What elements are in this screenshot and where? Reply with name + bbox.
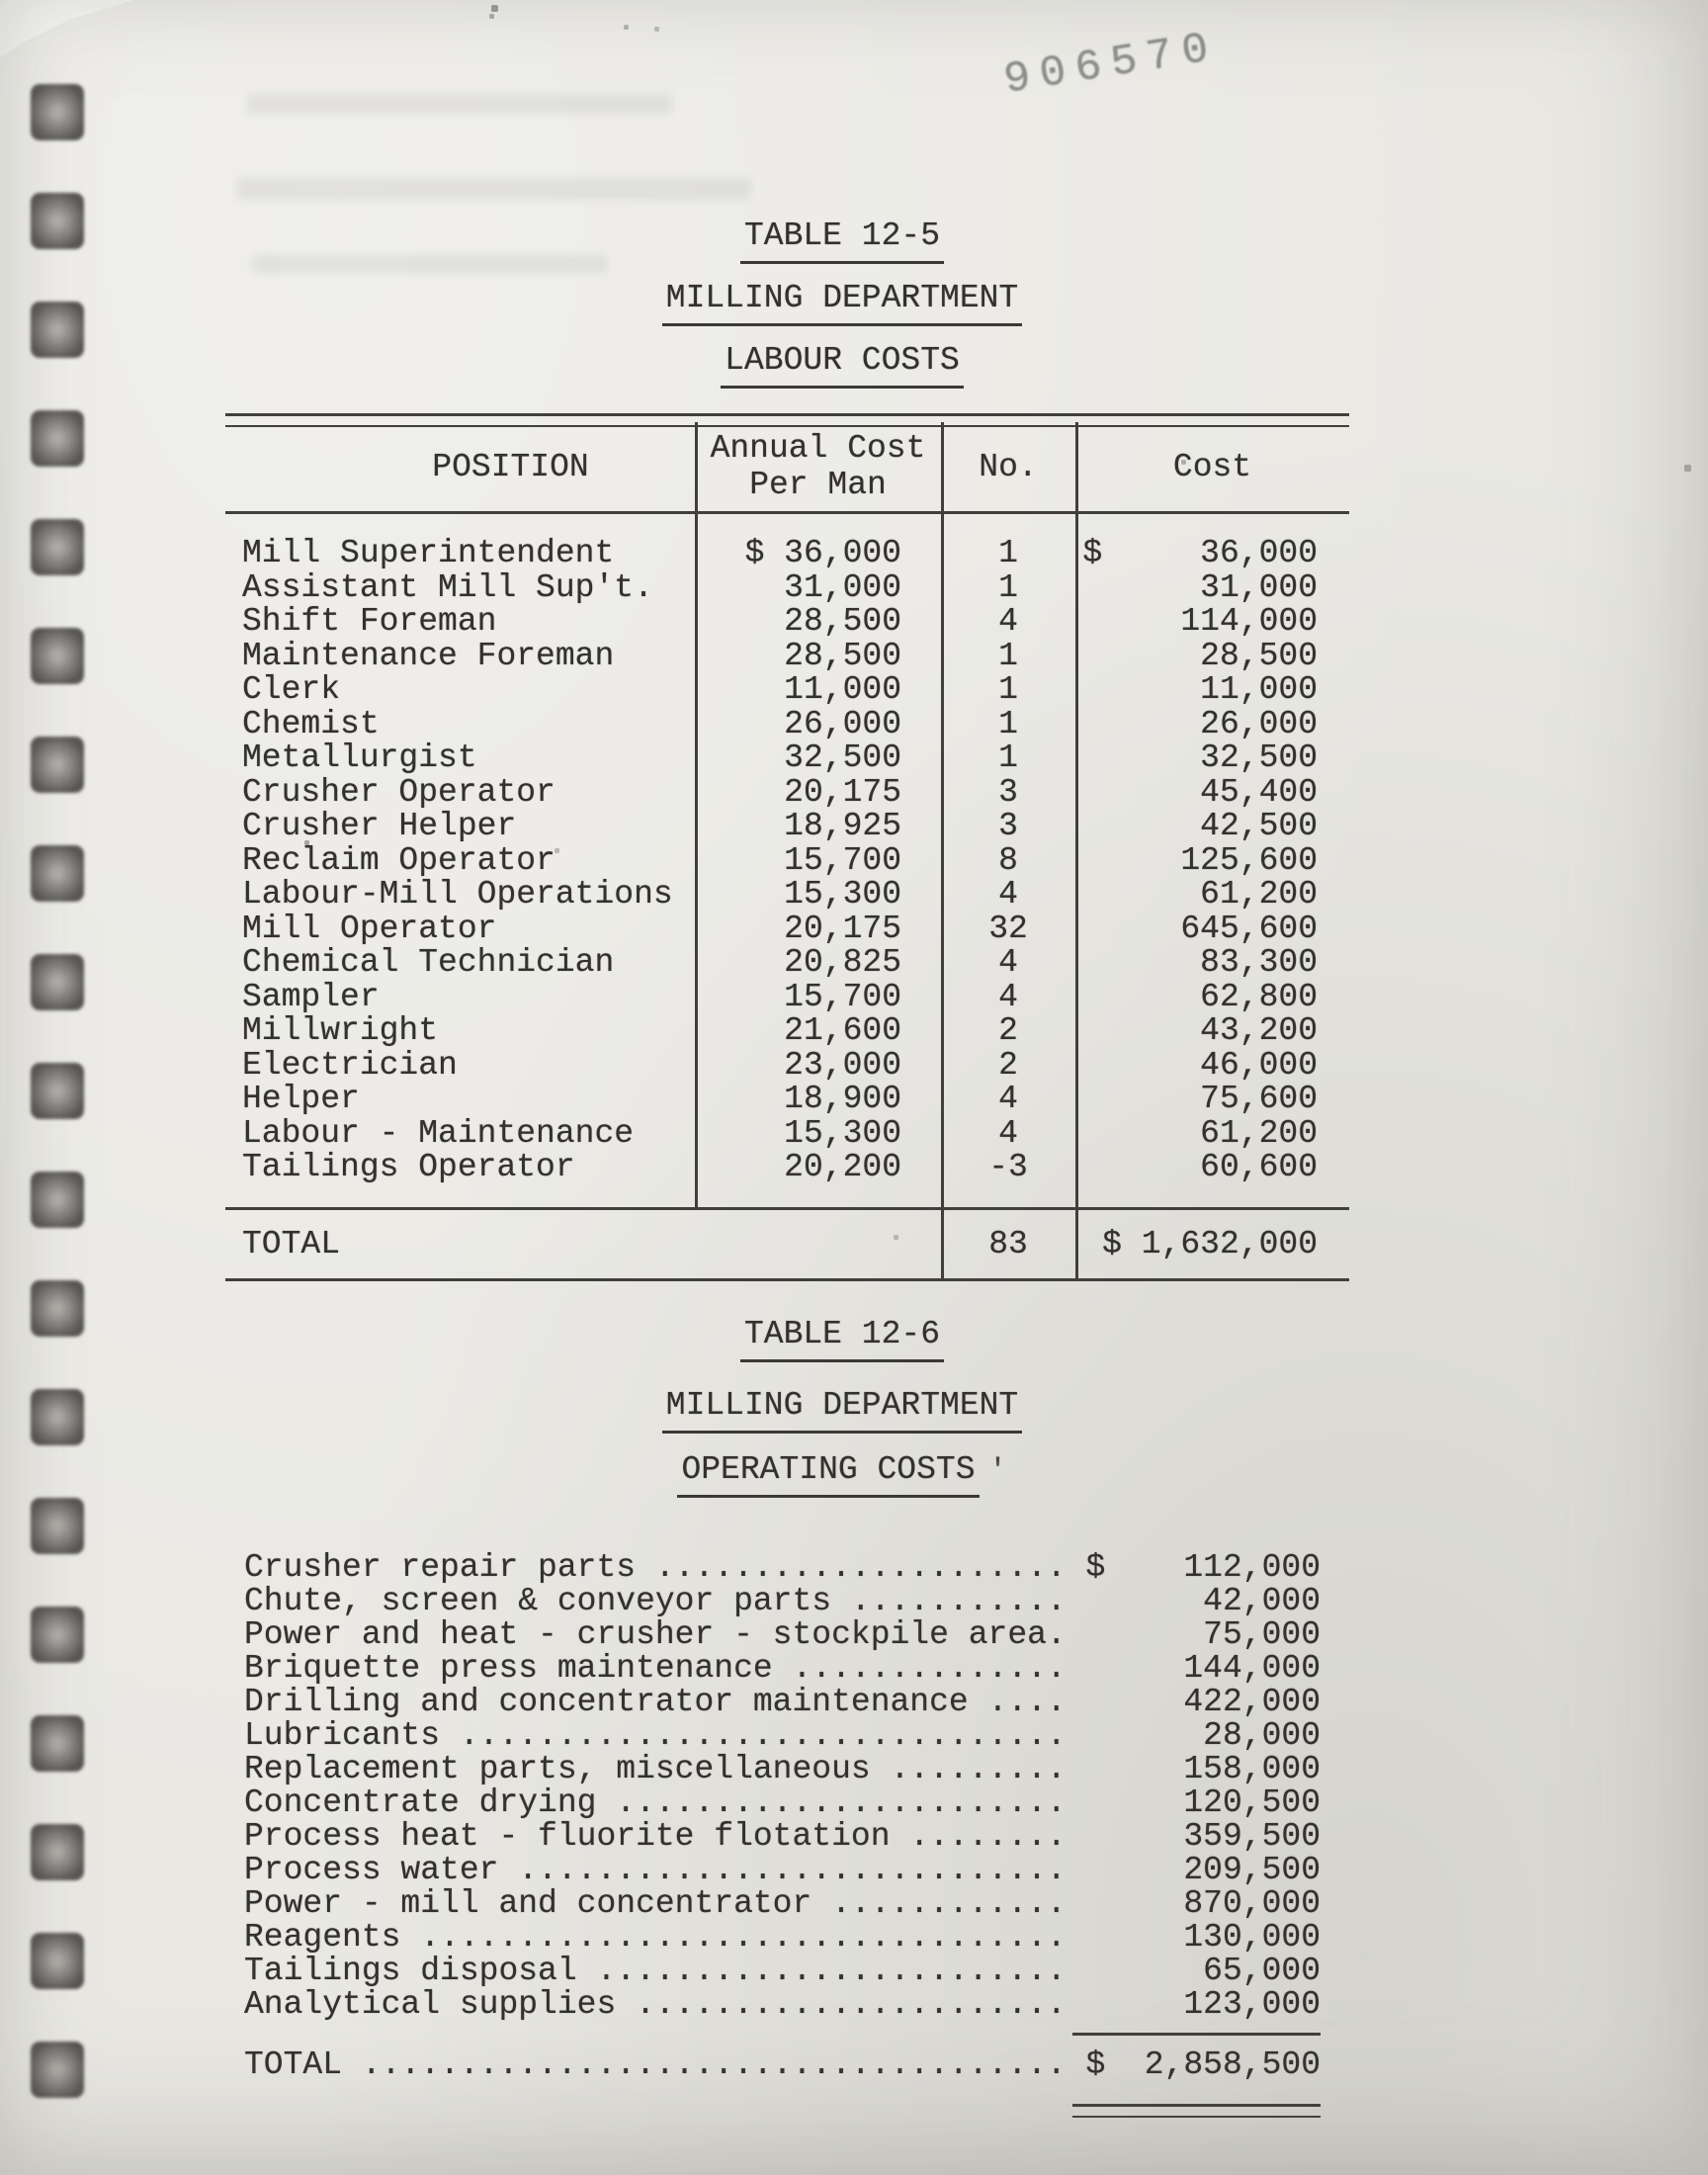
- column-header-no: No.: [979, 448, 1038, 485]
- annual-cost-cell: 15,700: [784, 841, 901, 879]
- list-item: [244, 1886, 1321, 1920]
- no-cell: 2: [998, 1012, 1018, 1049]
- position-cell: Chemical Technician: [242, 944, 615, 981]
- item-label-leader: Lubricants ...............................: [244, 1716, 1067, 1754]
- annual-cost-line2: Per Man: [749, 467, 887, 503]
- table1-title-block: [0, 218, 1684, 264]
- cost-cell: 32,500: [1200, 740, 1318, 776]
- item-label-leader: Concentrate drying .......................: [244, 1784, 1067, 1821]
- item-value: 120,500: [1183, 1784, 1321, 1821]
- table-bottom-rule: [225, 1278, 1349, 1281]
- position-cell: Sampler: [242, 978, 380, 1015]
- no-cell: 1: [998, 671, 1018, 708]
- table-total-row: [225, 1210, 1349, 1278]
- annual-cost-cell: 20,175: [784, 773, 901, 811]
- table-row: [225, 569, 1349, 604]
- annual-cost-cell: 21,600: [784, 1012, 901, 1049]
- table2-section-block: [0, 1451, 1684, 1498]
- item-value: 28,000: [1203, 1716, 1321, 1754]
- list-item: [244, 1987, 1321, 2021]
- bleedthrough-ghost: [237, 178, 751, 200]
- table2-title: TABLE 12-6: [740, 1316, 944, 1362]
- table-row: [225, 1047, 1349, 1082]
- list-item: [244, 1819, 1321, 1853]
- item-label-leader: Reagents .................................: [244, 1918, 1067, 1956]
- annual-cost-cell: 11,000: [784, 671, 901, 708]
- binder-hole-mark: [31, 519, 84, 575]
- bleedthrough-ghost: [247, 94, 672, 114]
- item-label-leader: Power and heat - crusher - stockpile area.: [244, 1615, 1067, 1653]
- cost-cell: 11,000: [1200, 671, 1318, 708]
- table2-subtitle-block: [0, 1387, 1684, 1434]
- table-row: [225, 774, 1349, 809]
- binder-hole-mark: [31, 410, 84, 467]
- stray-apostrophe-mark: ': [988, 1454, 1007, 1488]
- cost-cell: 61,200: [1200, 876, 1318, 913]
- annual-cost-cell: 32,500: [784, 740, 901, 776]
- column-header-cost: Cost: [1172, 448, 1252, 485]
- binder-hole-mark: [31, 1498, 84, 1554]
- list-item: [244, 1651, 1321, 1685]
- binder-hole-mark: [31, 1063, 84, 1119]
- cost-cell: 46,000: [1200, 1046, 1318, 1084]
- table-row: [225, 1149, 1349, 1183]
- total-label: TOTAL: [242, 1226, 341, 1262]
- table1-department-heading: MILLING DEPARTMENT: [662, 280, 1022, 326]
- no-cell: 4: [998, 876, 1018, 913]
- cost-cell: 42,500: [1200, 808, 1318, 844]
- no-cell: 1: [998, 740, 1018, 776]
- no-cell: 4: [998, 944, 1018, 981]
- position-cell: Metallurgist: [242, 740, 477, 776]
- binder-hole-mark: [31, 628, 84, 684]
- item-value: 158,000: [1183, 1750, 1321, 1787]
- table-row: [225, 876, 1349, 911]
- position-cell: Labour-Mill Operations: [242, 876, 673, 913]
- no-cell: 3: [998, 808, 1018, 844]
- list-item: [244, 1853, 1321, 1886]
- operating-costs-list: [244, 1550, 1321, 2124]
- item-label-leader: Power - mill and concentrator ............: [244, 1884, 1067, 1922]
- page-number-stamp: 906570: [1000, 23, 1223, 106]
- cost-cell: 26,000: [1200, 705, 1318, 742]
- no-cell: 1: [998, 568, 1018, 606]
- list-item: [244, 1752, 1321, 1785]
- position-cell: Crusher Operator: [242, 773, 555, 811]
- labour-costs-table: [225, 413, 1349, 1281]
- table-row: [225, 842, 1349, 877]
- list-item: [244, 1550, 1321, 1584]
- list-item: [244, 1718, 1321, 1752]
- table2-title-block: [0, 1316, 1684, 1362]
- item-label-leader: Process water ............................: [244, 1851, 1067, 1888]
- item-label-leader: Tailings disposal ........................: [244, 1952, 1067, 1989]
- total-dollar-sign: $: [1085, 2045, 1106, 2083]
- table1-title: TABLE 12-5: [740, 218, 944, 264]
- cost-cell: 125,600: [1180, 841, 1318, 879]
- no-cell: 4: [998, 1081, 1018, 1117]
- cost-cell: 28,500: [1200, 637, 1318, 674]
- item-label-leader: Crusher repair parts .....................: [244, 1548, 1067, 1586]
- no-cell: 32: [988, 910, 1028, 947]
- item-label-leader: Process heat - fluorite flotation ........: [244, 1817, 1067, 1855]
- column-header-annual-cost: [695, 430, 941, 503]
- item-value: 870,000: [1183, 1884, 1321, 1922]
- item-label-leader: Drilling and concentrator maintenance ....: [244, 1683, 1067, 1720]
- operating-costs-total-row: [244, 2044, 1321, 2084]
- binder-hole-mark: [31, 1824, 84, 1880]
- cost-cell: 75,600: [1200, 1081, 1318, 1117]
- no-cell: 1: [998, 705, 1018, 742]
- list-item: [244, 1584, 1321, 1617]
- table-row: [225, 944, 1349, 979]
- position-cell: Assistant Mill Sup't.: [242, 568, 653, 606]
- list-item: [244, 1685, 1321, 1718]
- cost-cell: 45,400: [1200, 773, 1318, 811]
- annual-cost-line1: Annual Cost: [710, 430, 926, 467]
- binder-holes-column: [0, 0, 119, 2175]
- binder-hole-mark: [31, 1172, 84, 1228]
- position-cell: Labour - Maintenance: [242, 1114, 635, 1152]
- no-cell: 8: [998, 841, 1018, 879]
- cost-cell: 31,000: [1200, 568, 1318, 606]
- annual-cost-cell: 15,300: [784, 876, 901, 913]
- cost-cell: $ 36,000: [1082, 535, 1318, 571]
- table-row: [225, 911, 1349, 945]
- binder-hole-mark: [31, 1715, 84, 1772]
- annual-cost-cell: 15,700: [784, 978, 901, 1015]
- list-item: [244, 1954, 1321, 1987]
- table-body: [225, 514, 1349, 1183]
- annual-cost-cell: 18,925: [784, 808, 901, 844]
- annual-cost-cell: 28,500: [784, 637, 901, 674]
- item-value: 359,500: [1183, 1817, 1321, 1855]
- binder-hole-mark: [31, 1933, 84, 1989]
- table-row: [225, 740, 1349, 774]
- item-value: 422,000: [1183, 1683, 1321, 1720]
- position-cell: Chemist: [242, 705, 380, 742]
- table-row: [225, 638, 1349, 672]
- total-cost-cell: $ 1,632,000: [1102, 1226, 1318, 1262]
- position-cell: Tailings Operator: [242, 1149, 575, 1185]
- annual-cost-cell: 20,825: [784, 944, 901, 981]
- total-no-cell: 83: [988, 1226, 1028, 1262]
- binder-hole-mark: [31, 2042, 84, 2098]
- annual-cost-cell: 20,175: [784, 910, 901, 947]
- item-label-leader: Replacement parts, miscellaneous .........: [244, 1750, 1067, 1787]
- column-header-position: POSITION: [432, 448, 589, 485]
- list-item: [244, 1785, 1321, 1819]
- table-row: [225, 1012, 1349, 1047]
- binder-hole-mark: [31, 1607, 84, 1663]
- table-header-row: [225, 422, 1349, 511]
- table1-section-block: [0, 342, 1684, 389]
- item-value: 42,000: [1203, 1582, 1321, 1619]
- item-label-leader: Chute, screen & conveyor parts ...........: [244, 1582, 1067, 1619]
- no-cell: 2: [998, 1046, 1018, 1084]
- position-cell: Millwright: [242, 1012, 439, 1049]
- binder-hole-mark: [31, 737, 84, 793]
- no-cell: -3: [988, 1149, 1028, 1185]
- total-value: 2,858,500: [1144, 2045, 1321, 2083]
- item-value: 65,000: [1203, 1952, 1321, 1989]
- position-cell: Maintenance Foreman: [242, 637, 615, 674]
- table-row: [225, 671, 1349, 706]
- cost-cell: 83,300: [1200, 944, 1318, 981]
- item-value: 112,000: [1183, 1548, 1321, 1586]
- position-cell: Electrician: [242, 1046, 458, 1084]
- item-label-leader: Briquette press maintenance ..............: [244, 1649, 1067, 1687]
- annual-cost-cell: 20,200: [784, 1149, 901, 1185]
- no-cell: 4: [998, 603, 1018, 640]
- item-value: 75,000: [1203, 1615, 1321, 1653]
- table-row: [225, 808, 1349, 842]
- no-cell: 1: [998, 637, 1018, 674]
- annual-cost-cell: $ 36,000: [744, 535, 901, 571]
- no-cell: 4: [998, 1114, 1018, 1152]
- no-cell: 3: [998, 773, 1018, 811]
- table-row: [225, 1115, 1349, 1150]
- table-row: [225, 603, 1349, 638]
- cost-cell: 43,200: [1200, 1012, 1318, 1049]
- list-item: [244, 1617, 1321, 1651]
- annual-cost-cell: 31,000: [784, 568, 901, 606]
- annual-cost-cell: 26,000: [784, 705, 901, 742]
- item-value: 144,000: [1183, 1649, 1321, 1687]
- table1-section-heading: LABOUR COSTS: [721, 342, 964, 389]
- position-cell: Shift Foreman: [242, 603, 497, 640]
- annual-cost-cell: 23,000: [784, 1046, 901, 1084]
- cost-cell: 62,800: [1200, 978, 1318, 1015]
- position-cell: Mill Superintendent: [242, 535, 615, 571]
- position-cell: Crusher Helper: [242, 808, 517, 844]
- no-cell: 4: [998, 978, 1018, 1015]
- total-value-rule: [1072, 2033, 1321, 2036]
- item-value: 130,000: [1183, 1918, 1321, 1956]
- cost-cell: 114,000: [1180, 603, 1318, 640]
- binder-hole-mark: [31, 84, 84, 140]
- total-double-rule: [1072, 2104, 1321, 2118]
- table-row: [225, 1081, 1349, 1115]
- position-cell: Reclaim Operator: [242, 841, 555, 879]
- no-cell: 1: [998, 535, 1018, 571]
- annual-cost-cell: 15,300: [784, 1114, 901, 1152]
- table-row: [225, 706, 1349, 740]
- cost-cell: 61,200: [1200, 1114, 1318, 1152]
- item-value: 123,000: [1183, 1985, 1321, 2023]
- operating-costs-rows: [244, 1550, 1321, 2021]
- scan-specks: [0, 0, 1, 1]
- position-cell: Helper: [242, 1081, 360, 1117]
- table2-section-heading: OPERATING COSTS: [677, 1451, 979, 1498]
- position-cell: Mill Operator: [242, 910, 497, 947]
- annual-cost-cell: 18,900: [784, 1081, 901, 1117]
- item-label-leader: Analytical supplies ......................: [244, 1985, 1067, 2023]
- dollar-sign: $: [1085, 1548, 1106, 1586]
- binder-hole-mark: [31, 845, 84, 902]
- table-row: [225, 535, 1349, 569]
- position-cell: Clerk: [242, 671, 341, 708]
- total-label-leader: TOTAL ....................................: [244, 2045, 1067, 2083]
- cost-cell: 645,600: [1180, 910, 1318, 947]
- cost-cell: 60,600: [1200, 1149, 1318, 1185]
- binder-hole-mark: [31, 954, 84, 1010]
- table-row: [225, 979, 1349, 1013]
- table2-department-heading: MILLING DEPARTMENT: [662, 1387, 1022, 1434]
- item-value: 209,500: [1183, 1851, 1321, 1888]
- annual-cost-cell: 28,500: [784, 603, 901, 640]
- list-item: [244, 1920, 1321, 1954]
- table1-subtitle-block: [0, 280, 1684, 326]
